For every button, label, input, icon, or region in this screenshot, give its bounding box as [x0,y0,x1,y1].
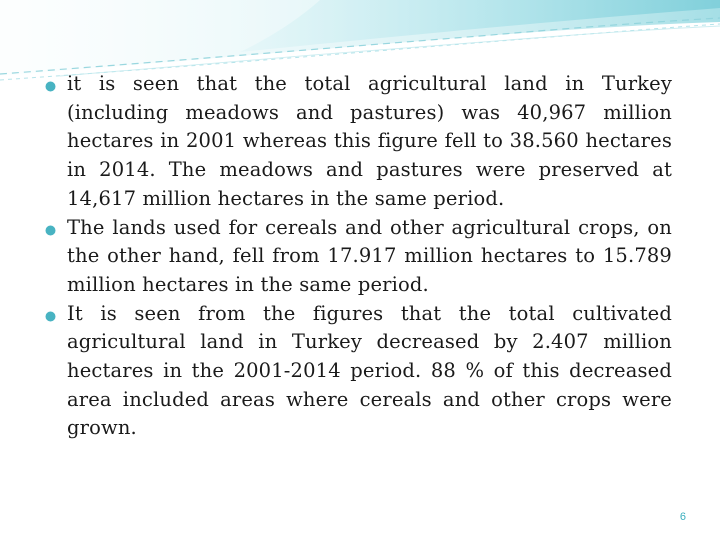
bullet-text: It is seen from the figures that the total cultivated agricultural land in Turkey decreased by 2.407 million hectares in the 2001-2014 period. 88 % of this decreased area included areas where cereals and other crops were grown. [67,301,672,440]
bullet-dot-icon [45,81,56,92]
slide-number: 6 [679,511,686,523]
bullet-item [44,214,672,300]
bullet-dot-icon [45,225,56,236]
bullet-list [44,70,672,443]
bullet-item [44,70,672,214]
bullet-text: it is seen that the total agricultural land in Turkey (including meadows and pastures) was 40,967 million hectares in 2001 whereas this figure fell to 38.560 hectares in 2014. The meadows and pastures were preserved at 14,617 million hectares in the same period. [67,72,672,210]
bullet-item [44,300,672,444]
content-area [44,70,672,443]
bullet-dot-icon [45,311,56,322]
bullet-text: The lands used for cereals and other agricultural crops, on the other hand, fell from 17.917 million hectares to 15.789 million hectares in the same period. [67,215,672,296]
